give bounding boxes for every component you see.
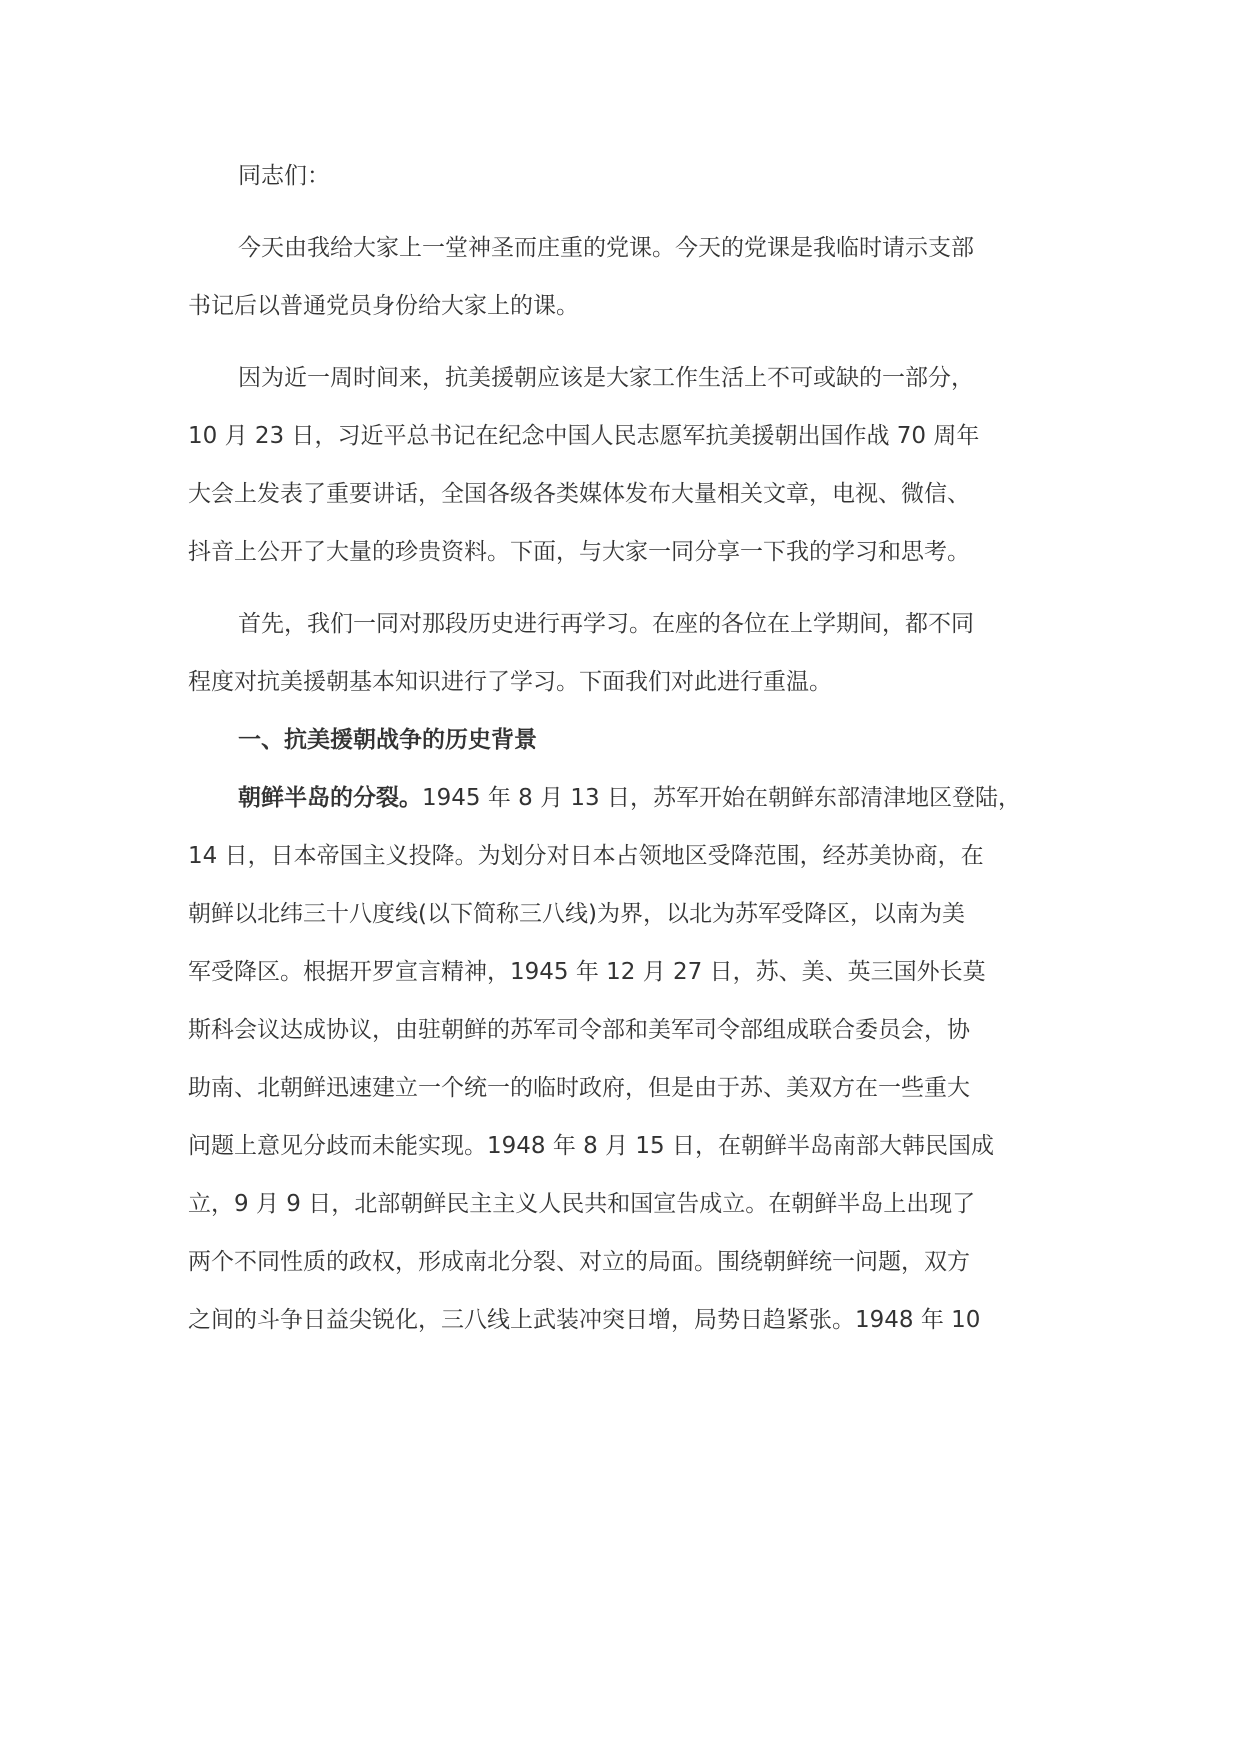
paragraph-2-line-1: 因为近一周时间来，抗美援朝应该是大家工作生活上不可或缺的一部分， (238, 365, 974, 391)
section-paragraph-line-10: 之间的斗争日益尖锐化，三八线上武装冲突日增，局势日趋紧张。1948 年 10 (188, 1307, 981, 1333)
paragraph-1-line-2: 书记后以普通党员身份给大家上的课。 (188, 293, 579, 319)
section-paragraph-line-8: 立，9 月 9 日，北部朝鲜民主主义人民共和国宣告成立。在朝鲜半岛上出现了 (188, 1191, 976, 1217)
section-paragraph-line-3: 朝鲜以北纬三十八度线(以下简称三八线)为界，以北为苏军受降区，以南为美 (188, 901, 965, 927)
paragraph-2-line-2: 10 月 23 日，习近平总书记在纪念中国人民志愿军抗美援朝出国作战 70 周年 (188, 423, 980, 449)
section-paragraph-line-9: 两个不同性质的政权，形成南北分裂、对立的局面。围绕朝鲜统一问题，双方 (188, 1249, 970, 1275)
paragraph-2-line-4: 抖音上公开了大量的珍贵资料。下面，与大家一同分享一下我的学习和思考。 (188, 539, 970, 565)
greeting: 同志们： (238, 163, 330, 189)
section-paragraph-first-line-rest: 1945 年 8 月 13 日，苏军开始在朝鲜东部清津地区登陆， (422, 785, 1021, 811)
section-paragraph-line-2: 14 日，日本帝国主义投降。为划分对日本占领地区受降范围，经苏美协商，在 (188, 843, 984, 869)
section-paragraph-line-5: 斯科会议达成协议，由驻朝鲜的苏军司令部和美军司令部组成联合委员会，协 (188, 1017, 970, 1043)
section-heading: 一、抗美援朝战争的历史背景 (238, 727, 537, 753)
section-paragraph-line-6: 助南、北朝鲜迅速建立一个统一的临时政府，但是由于苏、美双方在一些重大 (188, 1075, 970, 1101)
paragraph-3-line-2: 程度对抗美援朝基本知识进行了学习。下面我们对此进行重温。 (188, 669, 832, 695)
paragraph-3-line-1: 首先，我们一同对那段历史进行再学习。在座的各位在上学期间，都不同 (238, 611, 974, 637)
paragraph-1-line-1: 今天由我给大家上一堂神圣而庄重的党课。今天的党课是我临时请示支部 (238, 235, 974, 261)
section-paragraph-line-4: 军受降区。根据开罗宣言精神，1945 年 12 月 27 日，苏、美、英三国外长莫 (188, 959, 986, 985)
section-paragraph-line-7: 问题上意见分歧而未能实现。1948 年 8 月 15 日，在朝鲜半岛南部大韩民国成 (188, 1133, 994, 1159)
section-paragraph-lead: 朝鲜半岛的分裂。 (238, 785, 422, 811)
paragraph-2-line-3: 大会上发表了重要讲话，全国各级各类媒体发布大量相关文章，电视、微信、 (188, 481, 970, 507)
section-paragraph-line-1 (238, 783, 1021, 813)
